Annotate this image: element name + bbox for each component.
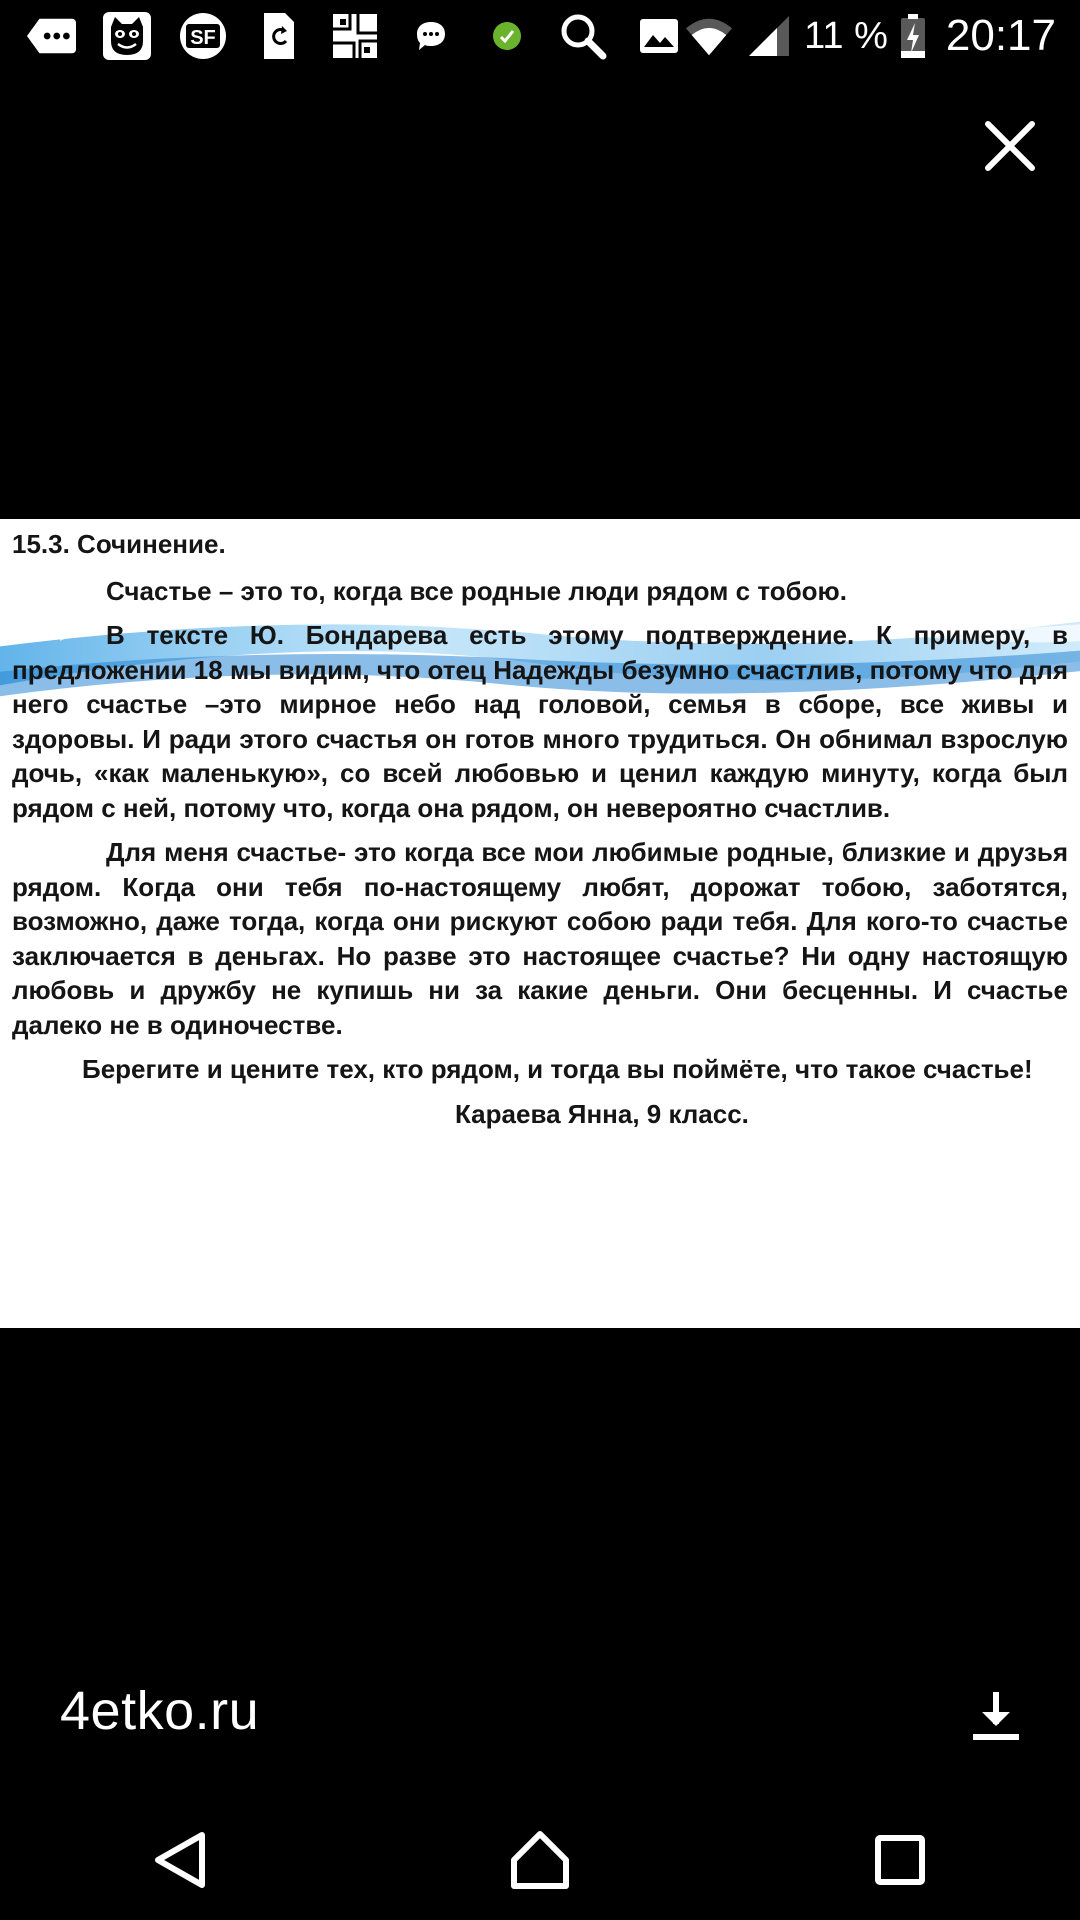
gallery-icon	[634, 11, 684, 61]
sim-refresh-icon	[254, 11, 304, 61]
nav-back-button[interactable]	[120, 1810, 240, 1910]
document-image	[0, 519, 1080, 1328]
battery-percent: 11 %	[804, 14, 888, 57]
author-signature: Караева Янна, 9 класс.	[455, 1098, 749, 1129]
chat-bubble-icon	[406, 11, 456, 61]
navigation-bar	[0, 1800, 1080, 1920]
recents-icon	[874, 1834, 926, 1886]
puzzle-app-icon	[330, 11, 380, 61]
clock: 20:17	[945, 11, 1056, 60]
nav-home-button[interactable]	[480, 1810, 600, 1910]
download-icon	[970, 1690, 1022, 1742]
signal-icon	[744, 11, 794, 61]
argument-paragraph: В тексте Ю. Бондарева есть этому подтверждение. К примеру, в предложении 18 мы видим, что отец Надежды безумно счастлив, потому что для него счастье –это мирное небо над головой, семья в сборе, все живы и здоровы. И ради этого счастья он готов много трудиться. Он обнимал взрослую дочь, «как маленькую», со всей любовью и ценил каждую минуту, когда был рядом с ней, потому что, когда она рядом, он невероятно счастлив.	[12, 620, 1068, 823]
document-text	[0, 519, 1080, 1131]
notification-icons	[26, 11, 684, 61]
back-icon	[152, 1830, 208, 1890]
home-icon	[508, 1828, 572, 1892]
nav-recents-button[interactable]	[840, 1810, 960, 1910]
download-button[interactable]	[964, 1684, 1028, 1748]
green-app-icon	[482, 11, 532, 61]
system-status	[684, 11, 1056, 61]
document-heading: 15.3. Сочинение.	[12, 529, 226, 559]
close-icon	[984, 120, 1036, 172]
thesis-paragraph: Счастье – это то, когда все родные люди рядом с тобою.	[106, 575, 847, 606]
talking-cat-icon	[102, 11, 152, 61]
close-button[interactable]	[976, 112, 1044, 180]
conclusion-paragraph: Берегите и цените тех, кто рядом, и тогда вы поймёте, что такое счастье!	[82, 1054, 1033, 1084]
opinion-paragraph: Для меня счастье- это когда все мои любимые родные, близкие и друзья рядом. Когда они тебя по-настоящему любят, дорожат тобою, заботятся, возможно, даже тогда, когда они рискуют собою ради тебя. Для кого-то счастье заключается в деньгах. Но разве это настоящее счастье? Ни одну настоящую любовь и дружбу не купишь ни за какие деньги. Они бесценны. И счастье далеко не в одиночестве.	[12, 837, 1068, 1040]
more-chat-icon	[26, 11, 76, 61]
battery-icon	[898, 11, 928, 61]
sf-app-icon	[178, 11, 228, 61]
search-icon	[558, 11, 608, 61]
status-bar	[0, 0, 1080, 72]
source-label[interactable]: 4etko.ru	[60, 1681, 260, 1741]
svg-text:SF: SF	[190, 27, 216, 49]
wifi-icon	[684, 11, 734, 61]
